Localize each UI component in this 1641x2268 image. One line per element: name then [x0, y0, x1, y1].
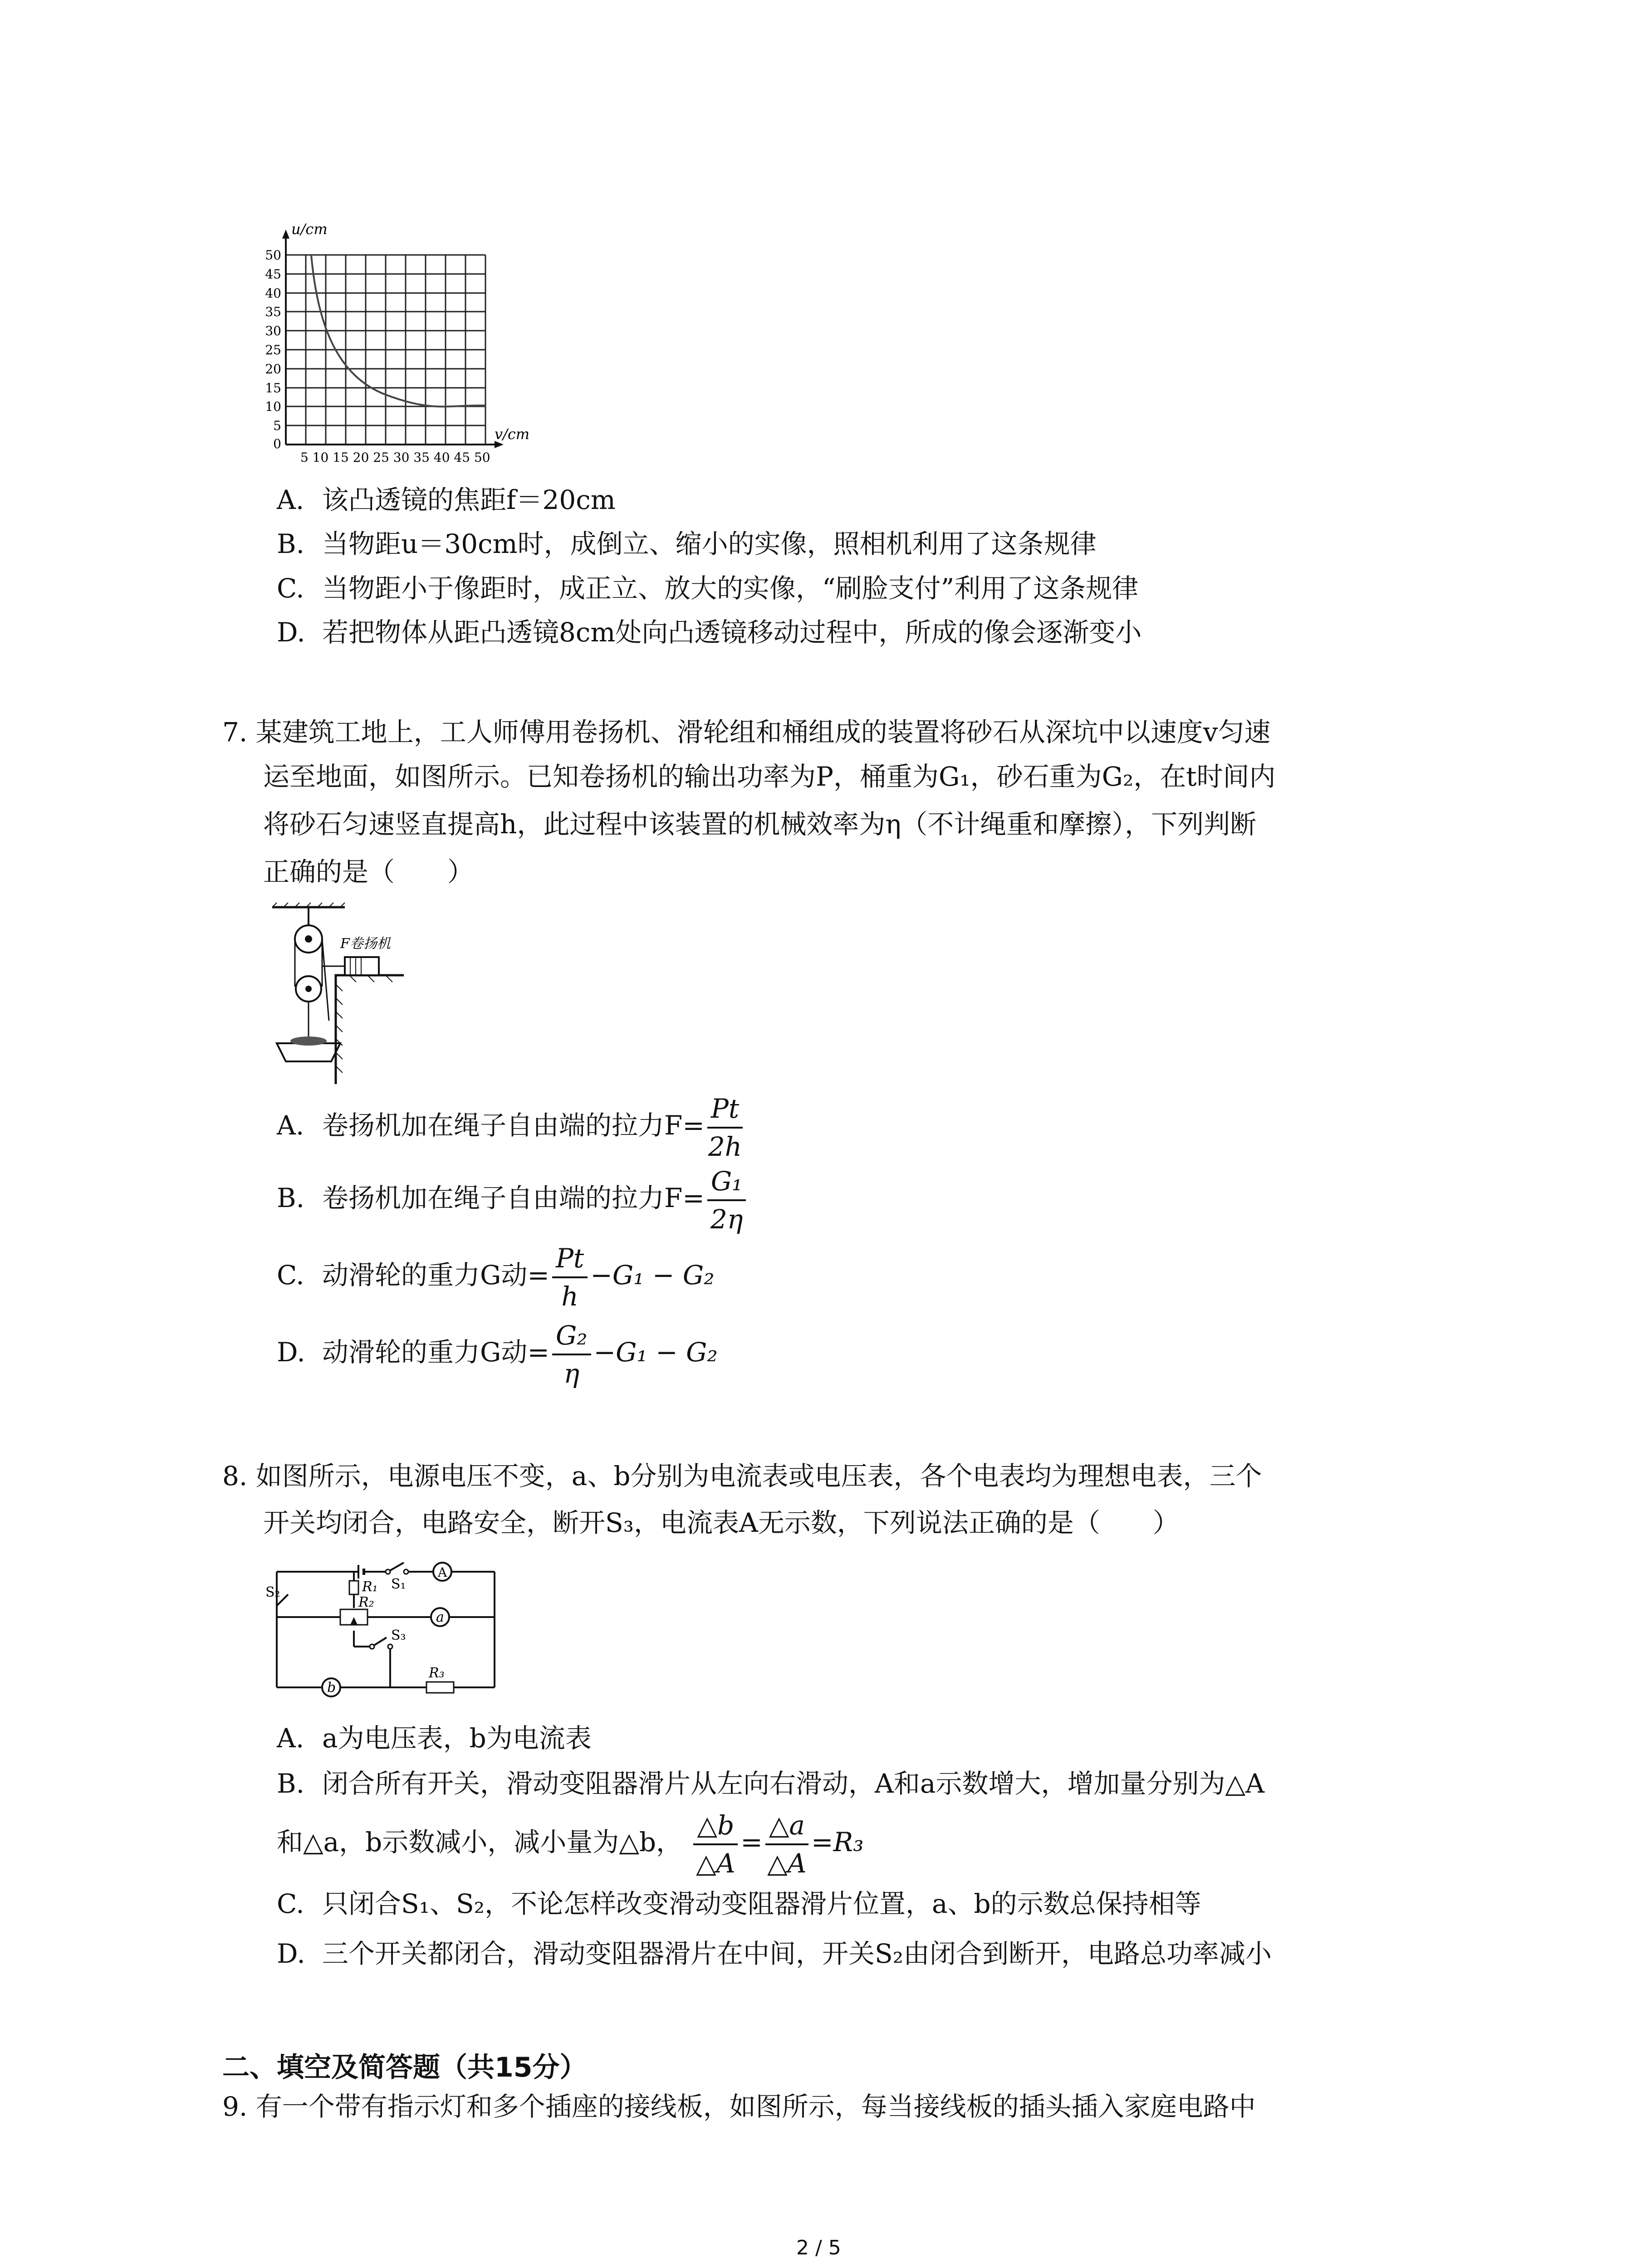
page-number: 2 / 5	[796, 2236, 841, 2259]
svg-text:S₂: S₂	[265, 1584, 280, 1600]
graph-ylabel: u/cm	[291, 220, 328, 238]
svg-text:40: 40	[265, 286, 281, 301]
svg-text:a: a	[436, 1609, 444, 1625]
svg-text:R₁: R₁	[362, 1579, 378, 1595]
svg-text:A: A	[438, 1565, 447, 1580]
svg-text:R₂: R₂	[358, 1594, 374, 1610]
svg-text:0: 0	[273, 436, 281, 451]
graph-y-ticks	[265, 248, 281, 451]
graph-x-ticks: 5 10 15 20 25 30 35 40 45 50	[300, 450, 490, 465]
svg-text:45: 45	[265, 267, 281, 282]
svg-text:35: 35	[265, 304, 281, 319]
q7-line-1: 7. 某建筑工地上，工人师傅用卷扬机、滑轮组和桶组成的装置将砂石从深坑中以速度v匀速	[222, 717, 1271, 748]
section-2-title: 二、填空及简答题（共15分）	[222, 2052, 587, 2083]
svg-text:10: 10	[265, 399, 281, 414]
svg-text:30: 30	[265, 323, 281, 338]
q6-option-a: A. 该凸透镜的焦距f＝20cm	[277, 484, 616, 515]
q6-option-d: D. 若把物体从距凸透镜8cm处向凸透镜移动过程中，所成的像会逐渐变小	[277, 617, 1142, 648]
bucket	[277, 1043, 340, 1061]
svg-text:S₃: S₃	[391, 1628, 406, 1643]
svg-text:R₃: R₃	[429, 1665, 445, 1681]
winch-pulley-figure	[268, 903, 440, 1089]
q6-option-c: C. 当物距小于像距时，成正立、放大的实像，“刷脸支付”利用了这条规律	[277, 573, 1139, 604]
winch-label: F卷扬机	[340, 936, 391, 952]
q8-line-1: 8. 如图所示，电源电压不变，a、b分别为电流表或电压表，各个电表均为理想电表，三个	[222, 1461, 1262, 1491]
svg-text:S₁: S₁	[391, 1576, 406, 1592]
graph-xlabel: v/cm	[495, 425, 530, 443]
svg-text:25: 25	[265, 342, 281, 357]
q7-line-2: 运至地面，如图所示。已知卷扬机的输出功率为P，桶重为G₁，砂石重为G₂，在t时间内	[263, 761, 1276, 792]
q8-option-b-cont: 和△a，b示数减小，减小量为△b， $\frac{\triangle b}{\triangle A}$ = $\frac{\triangle a}{\triangle A}$ =R₃	[277, 1810, 864, 1879]
q7-option-d: D. 动滑轮的重力G动= $\frac{\text{G₂}}{\eta}$ −G₁ − G₂	[277, 1320, 718, 1389]
svg-text:b: b	[327, 1680, 336, 1696]
graph-grid	[286, 255, 485, 445]
resistor-r1	[349, 1581, 358, 1594]
circuit-diagram	[265, 1551, 522, 1701]
q8-option-b: B. 闭合所有开关，滑动变阻器滑片从左向右滑动，A和a示数增大，增加量分别为△A	[277, 1768, 1264, 1799]
q7-line-3: 将砂石匀速竖直提高h，此过程中该装置的机械效率为η（不计绳重和摩擦），下列判断	[263, 809, 1257, 840]
q7-option-c: C. 动滑轮的重力G动= $\frac{Pt}{h}$ −G₁ − G₂	[277, 1243, 715, 1312]
q7-option-a: A. 卷扬机加在绳子自由端的拉力F= $\frac{Pt}{2h}$	[277, 1093, 745, 1162]
q6-option-b: B. 当物距u＝30cm时，成倒立、缩小的实像，照相机利用了这条规律	[277, 528, 1097, 559]
q8-option-a: A. a为电压表，b为电流表	[277, 1723, 592, 1754]
q7-line-4: 正确的是（ ）	[263, 856, 474, 887]
lens-graph	[259, 213, 549, 467]
q8-line-2: 开关均闭合，电路安全，断开S₃，电流表A无示数，下列说法正确的是（ ）	[263, 1507, 1179, 1538]
svg-text:15: 15	[265, 381, 281, 396]
q9-line-1: 9. 有一个带有指示灯和多个插座的接线板，如图所示，每当接线板的插头插入家庭电路中	[222, 2091, 1256, 2122]
svg-text:5: 5	[273, 418, 281, 433]
svg-text:50: 50	[265, 248, 281, 263]
svg-text:20: 20	[265, 362, 281, 376]
q7-option-b: B. 卷扬机加在绳子自由端的拉力F= $\frac{\text{G₁}}{2\eta}$	[277, 1166, 749, 1235]
resistor-r3	[426, 1682, 454, 1693]
q8-option-c: C. 只闭合S₁、S₂，不论怎样改变滑动变阻器滑片位置，a、b的示数总保持相等	[277, 1888, 1201, 1919]
q8-option-d: D. 三个开关都闭合，滑动变阻器滑片在中间，开关S₂由闭合到断开，电路总功率减小	[277, 1938, 1272, 1969]
